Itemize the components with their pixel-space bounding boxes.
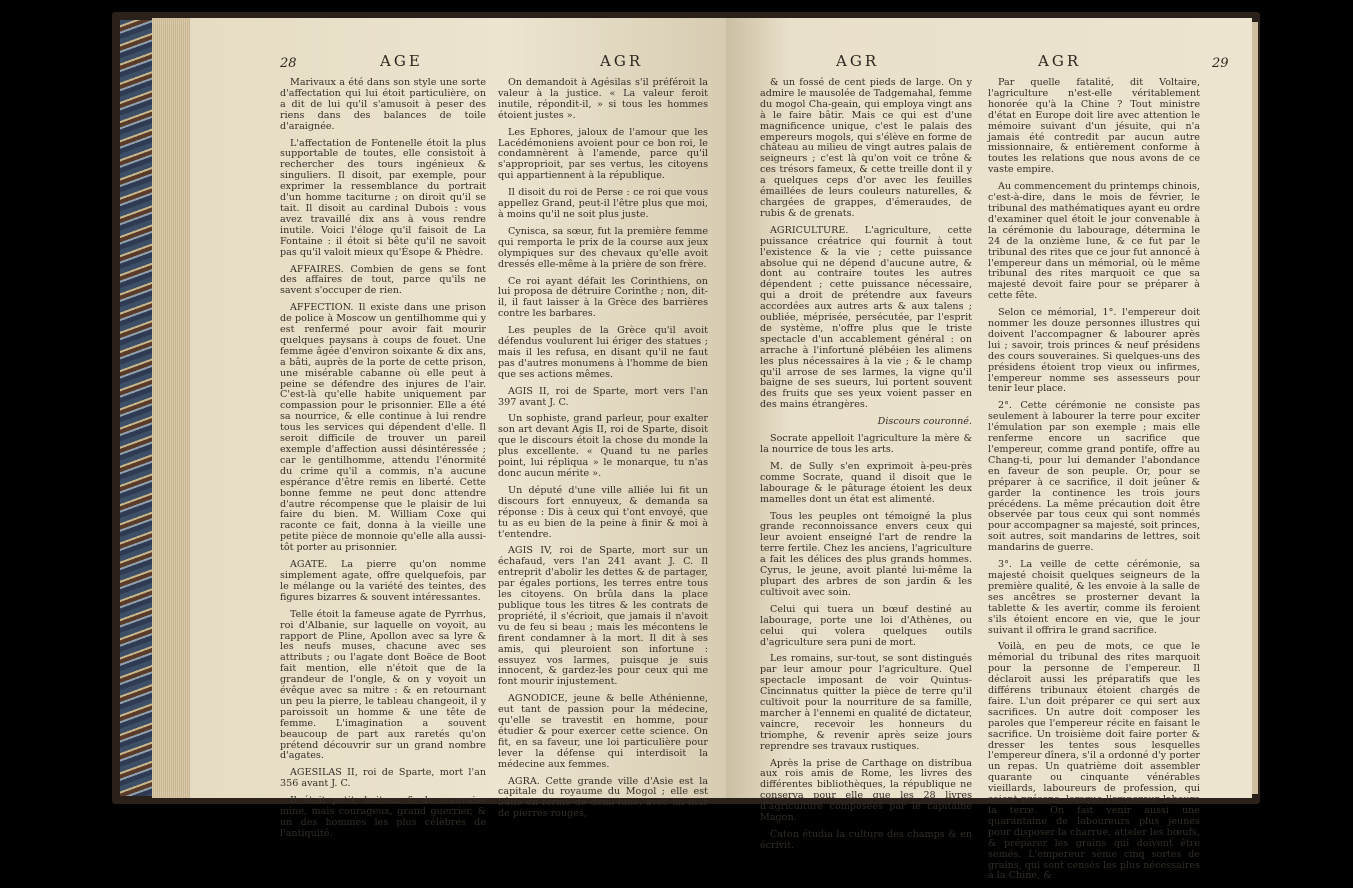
paragraph: Discours couronné. bbox=[877, 416, 972, 428]
open-book bbox=[112, 12, 1260, 882]
paragraph: Les romains, sur-tout, se sont distingués par leur amour pour l'agriculture. Quel spectacle imposant de voir Quintus-Cincinnatus quitter la pièce de terre qu'il cultivoit pour la nourriture de sa famille, marcher à l'ennemi en qualité de dictateur, vaincre, recevoir les honneurs du triomphe, & revenir après seize jours reprendre ses travaux rustiques. bbox=[760, 653, 972, 752]
paragraph: On demandoit à Agésilas s'il préféroit la valeur à la justice. « La valeur feroit inutile, répondit-il, » si tous les hommes étoient justes ». bbox=[498, 77, 708, 121]
paragraph: Telle étoit la fameuse agate de Pyrrhus, roi d'Albanie, sur laquelle on voyoit, au rapport de Pline, Apollon avec sa lyre & les neufs muses, chacune avec ses attributs ; ou l'agate dont Boëce de Boot fait mention, elle n'étoit que de la grandeur de l'ongle, & on y voyoit un évêque avec sa mitre : & en retournant un peu la pierre, le tableau changeoit, il y paroissoit un homme & une tête de femme. L'imagination a souvent beaucoup de part aux raretés qu'on prétend découvrir sur un grand nombre d'agates. bbox=[280, 608, 486, 762]
paragraph: AGNODICE, jeune & belle Athénienne, eut tant de passion pour la médecine, qu'elle se travestit en homme, pour étudier & pour exercer cette science. On fit, en sa faveur, une loi particulière pour lever la défense qui interdisoit la médecine aux femmes. bbox=[498, 693, 708, 770]
paragraph: Par quelle fatalité, dit Voltaire, l'agriculture n'est-elle véritablement honorée qu'à la Chine ? Tout ministre d'état en Europe doit lire avec attention le mémoire suivant d'un jésuite, qui n'a jamais été contredit par aucun autre missionnaire, & entièrement conforme à toutes les relations que nous avons de ce vaste empire. bbox=[988, 77, 1200, 176]
paragraph: 2°. Cette cérémonie ne consiste pas seulement à labourer la terre pour exciter l'émulation par son exemple ; mais elle renferme encore un sacrifice que l'empereur, comme grand pontife, offre au Chang-ti, pour lui demander l'abondance en faveur de son peuple. Or, pour se préparer à ce sacrifice, il doit jeûner & garder la continence les trois jours précédens. La même précaution doit être observée par tous ceux qui sont nommés pour accompagner sa majesté, soit princes, soit autres, soit mandarins de lettres, soit mandarins de guerre. bbox=[988, 400, 1200, 554]
page-edges-right bbox=[1252, 22, 1258, 794]
paragraph: Après la prise de Carthage on distribua aux rois amis de Rome, les livres des différentes bibliothèques, la république ne conserva pour elle que les 28 livres d'agriculture composées par le capitaine Magon. bbox=[760, 757, 972, 824]
paragraph: & un fossé de cent pieds de large. On y admire le mausolée de Tadgemahal, femme du mogol Cha-geain, qui employa vingt ans à le faire bâtir. Mais ce qui est d'une magnificence unique, c'est le palais des empereurs mogols, qui s'élève en forme de château au milieu de vingt autres palais de seigneurs ; c'est là qu'on voit ce trône & ces trésors fameux, & cette treille dont il y a quelques ceps d'or avec les feuilles émaillées de leurs couleurs naturelles, & chargées de grappes, d'émeraudes, de rubis & de grenats. bbox=[760, 77, 972, 219]
right-page bbox=[726, 18, 1252, 882]
marbled-spine bbox=[120, 20, 152, 796]
paragraph: Tous les peuples ont témoigné la plus grande reconnoissance envers ceux qui leur avoient enseigné l'art de rendre la terre fertile. Chez les anciens, l'agriculture a fait les délices des plus grands hommes. Cyrus, le jeune, avoit planté lui-même la plupart des arbres de son jardin & les cultivoit avec soin. bbox=[760, 510, 972, 598]
paragraph: Au commencement du printemps chinois, c'est-à-dire, dans le mois de février, le tribunal des mathématiques ayant eu ordre d'examiner quel étoit le jour convenable à la cérémonie du labourage, détermina le 24 de la onzième lune, & ce fut par le tribunal des rites que ce jour fut annoncé à l'empereur dans un mémorial, où le même tribunal des rites marquoit ce que sa majesté devoit faire pour se préparer à cette fête. bbox=[988, 181, 1200, 302]
left-column-1 bbox=[280, 78, 486, 846]
right-column-1 bbox=[760, 78, 972, 858]
paragraph: Les peuples de la Grèce qu'il avoit défendus voulurent lui ériger des statues ; mais il les refusa, en disant qu'il ne faut pas d'autres monumens à l'homme de bien que ses actions mêmes. bbox=[498, 325, 708, 380]
running-header-left: AGE bbox=[380, 52, 423, 70]
paragraph: AGRA. Cette grande ville d'Asie est la capitale du royaume du Mogol ; elle est bâtie en forme de demi-lune, avec un mur de pierres rouges, bbox=[498, 775, 708, 820]
paragraph: Il disoit du roi de Perse : ce roi que vous appellez Grand, peut-il l'être plus que moi, à moins qu'il ne soit plus juste. bbox=[498, 187, 708, 220]
paragraph: Ce roi ayant défait les Corinthiens, on lui proposa de détruire Corinthe ; non, dit-il, il faut laisser à la Grèce des barrières contre les barbares. bbox=[498, 275, 708, 320]
left-column-2 bbox=[498, 78, 708, 826]
paragraph: Un député d'une ville alliée lui fit un discours fort ennuyeux, & demanda sa réponse : Dis à ceux qui t'ont envoyé, que tu as eu bien de la peine à finir & moi à t'entendre. bbox=[498, 484, 708, 540]
right-column-2 bbox=[988, 78, 1200, 888]
running-header-right: AGR bbox=[600, 52, 644, 70]
paragraph: Selon ce mémorial, 1°. l'empereur doit nommer les douze personnes illustres qui doivent l'accompagner & labourer après lui ; savoir, trois princes & neuf présidens des cours souveraines. Si quelques-uns des présidens étoient trop vieux ou infirmes, l'empereur nomme ses assesseurs pour tenir leur place. bbox=[988, 307, 1200, 395]
paragraph: Socrate appelloit l'agriculture la mère & la nourrice de tous les arts. bbox=[760, 433, 972, 455]
paragraph: Marivaux a été dans son style une sorte d'affectation qui lui étoit particulière, on a dit de lui qu'il s'amusoit à peser des riens dans des balances de toile d'araignée. bbox=[280, 77, 486, 132]
running-header-right: AGR bbox=[1038, 52, 1082, 70]
paragraph: Voilà, en peu de mots, ce que le mémorial du tribunal des rites marquoit pour la personne de l'empereur. Il déclaroit aussi les préparatifs que les différens tribunaux étoient chargés de faire. L'un doit préparer ce qui sert aux sacrifices. Un autre doit composer les paroles que l'empereur récite en faisant le sacrifice. Un troisième doit faire porter & dresser les tentes sous lesquelles l'empereur dînera, s'il a ordonné d'y porter un repas. Un quatrième doit assembler quarante ou cinquante vénérables vieillards, laboureurs de profession, qui soient présens, lorsque l'empereur laboure la terre. On fait venir aussi une quarantaine de laboureurs plus jeunes pour disposer la charrue, atteler les bœufs, & préparer les grains qui doivent être semés. L'empereur sème cinq sortes de grains, qui sont censés les plus nécessaires à la Chine, & bbox=[988, 641, 1200, 882]
paragraph: 3°. La veille de cette cérémonie, sa majesté choisit quelques seigneurs de la première qualité, & les envoie à la salle de ses ancêtres se prosterner devant la tablette & les avertir, comme ils feroient s'ils étoient encore en vie, que le jour suivant il offrira le grand sacrifice. bbox=[988, 559, 1200, 636]
paragraph: Celui qui tuera un bœuf destiné au labourage, porte une loi d'Athènes, ou celui qui volera quelques outils d'agriculture sera puni de mort. bbox=[760, 603, 972, 648]
left-page bbox=[190, 18, 726, 839]
paragraph: Cynisca, sa sœur, fut la première femme qui remporta le prix de la course aux jeux olympiques sur des chevaux qu'elle avoit dressés elle-même à la prière de son frère. bbox=[498, 225, 708, 270]
paragraph: AFFECTION. Il existe dans une prison de police à Moscow un gentilhomme qui y est renfermé pour avoir fait mourir quelques paysans à coups de fouet. Une femme âgée d'environ soixante & dix ans, a bâti, auprès de la porte de cette prison, une misérable cabanne où elle peut à peine se défendre des injures de l'air. C'est-là qu'elle habite uniquement par compassion pour le prisonnier. Elle a été sa nourrice, & elle continue à lui rendre tous les services qui dépendent d'elle. Il seroit difficile de trouver un pareil exemple d'affection aussi désintéressée ; car le gentilhomme, attendu l'énormité du crime qu'il a commis, n'a aucune espérance d'être remis en liberté. Cette bonne femme ne peut donc attendre d'autre récompense que le plaisir de lui faire du bien. M. William Coxe qui raconte ce fait, donna à la vieille une petite pièce de monnoie qu'elle alla aussi-tôt porter au prisonnier. bbox=[280, 302, 486, 554]
running-header-left: AGR bbox=[836, 52, 880, 70]
paragraph: L'affectation de Fontenelle étoit la plus supportable de toutes, elle consistoit à rechercher des tours ingénieux & singuliers. Il disoit, par exemple, pour exprimer la ressemblance du portrait d'un homme taciturne ; on diroit qu'il se tait. Il disoit au cardinal Dubois : vous avez travaillé dix ans à vous rendre inutile. Voici l'éloge qu'il faisoit de La Fontaine : il étoit si bête qu'il ne savoit pas qu'il valoit mieux qu'Ésope & Phèdre. bbox=[280, 137, 486, 258]
paragraph: Un sophiste, grand parleur, pour exalter son art devant Agis II, roi de Sparte, disoit que le discours étoit la chose du monde la plus excellente. « Quand tu ne parles point, lui répliqua » le monarque, tu n'as donc aucun mérite ». bbox=[498, 413, 708, 479]
paragraph: AFFAIRES. Combien de gens se font des affaires de tout, parce qu'ils ne savent s'occuper de rien. bbox=[280, 263, 486, 297]
paragraph: AGIS IV, roi de Sparte, mort sur un échafaud, vers l'an 241 avant J. C. Il entreprit d'abolir les dettes & de partager, par égales portions, les terres entre tous les citoyens. On brûla dans la place publique tous les titres & les contrats de propriété, il s'écrioit, que jamais il n'avoit vu de feu si beau ; mais les mécontens le firent condamner à la mort. Il dit à ses amis, qui pleuroient son infortune : essuyez vos larmes, puisque je suis innocent, & gardez-les pour ceux qui me font mourir injustement. bbox=[498, 545, 708, 688]
paragraph: AGIS II, roi de Sparte, mort vers l'an 397 avant J. C. bbox=[498, 385, 708, 408]
paragraph: Caton étudia la culture des champs & en écrivit. bbox=[760, 829, 972, 851]
page-number: 29 bbox=[1212, 56, 1229, 71]
paragraph: Il étoit petit, boiteux & de mauvaise mine, mais courageux, grand guerrier, & un des hommes les plus célèbres de l'antiquité. bbox=[280, 795, 486, 839]
paragraph: AGRICULTURE. L'agriculture, cette puissance créatrice qui fournit à tout l'existence & la vie ; cette puissance absolue qui ne dépend d'aucune autre, & dont au contraire toutes les autres dépendent ; cette puissance nécessaire, qui a droit de prétendre aux faveurs accordées aux autres arts & aux talens ; oubliée, méprisée, persécutée, par l'esprit de système, n'offre plus que le triste spectacle d'un accablement général : on arrache à l'infortuné plébéien les alimens les plus nécessaires à la vie ; & le champ qu'il arrose de ses larmes, la vigne qu'il baigne de ses sueurs, lui portent souvent des fruits que ses yeux voient passer en des mains étrangères. bbox=[760, 224, 972, 411]
page-number: 28 bbox=[280, 56, 297, 71]
paragraph: AGATE. La pierre qu'on nomme simplement agate, offre quelquefois, par le mélange ou la variété des teintes, des figures bizarres & souvent intéressantes. bbox=[280, 559, 486, 603]
paragraph: M. de Sully s'en exprimoit à-peu-près comme Socrate, quand il disoit que le labourage & le pâturage étoient les deux mamelles dont un état est alimenté. bbox=[760, 460, 972, 505]
paragraph: Les Ephores, jaloux de l'amour que les Lacédémoniens avoient pour ce bon roi, le condamnèrent à l'amende, parce qu'il s'approprioit, par ses vertus, les citoyens qui appartiennent à la république. bbox=[498, 126, 708, 182]
page-edges bbox=[152, 18, 190, 798]
paragraph: AGESILAS II, roi de Sparte, mort l'an 356 avant J. C. bbox=[280, 767, 486, 790]
